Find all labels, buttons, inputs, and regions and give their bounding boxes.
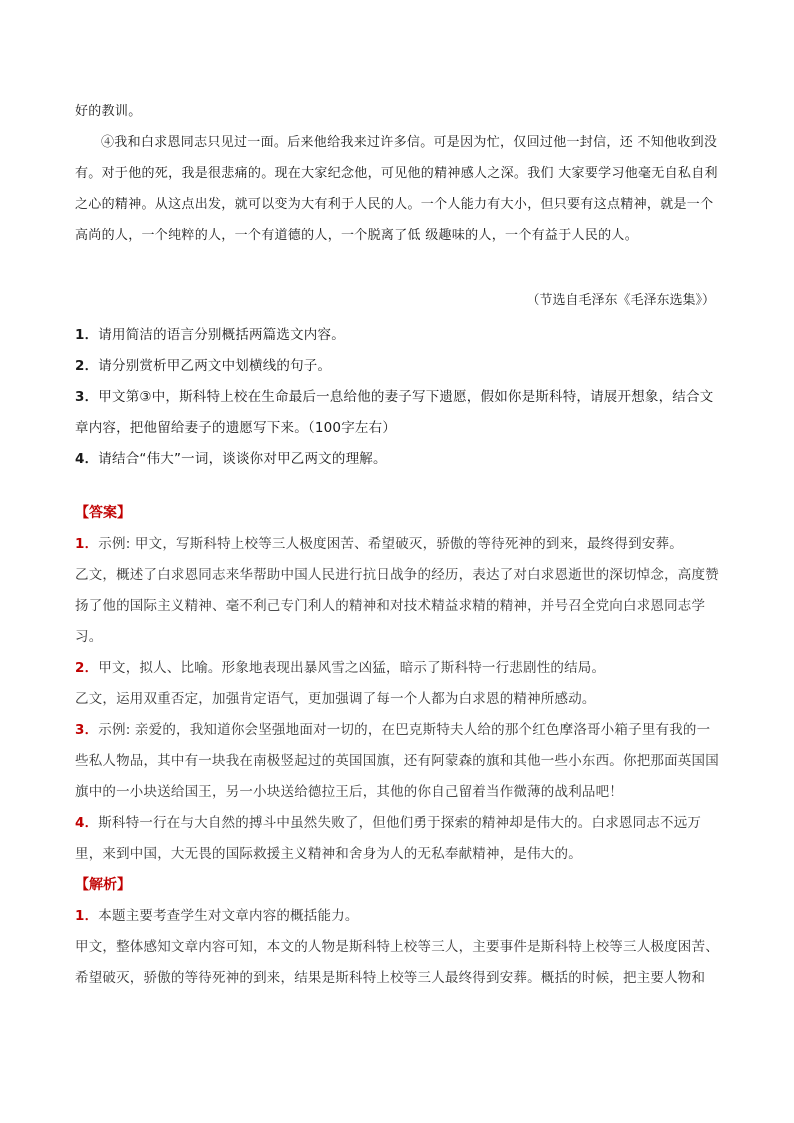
answer-item: 1．示例: 甲文，写斯科特上校等三人极度困苦、希望破灭，骄傲的等待死神的到来，最终得到安葬。 — [75, 536, 683, 552]
analysis-item: 1．本题主要考查学生对文章内容的概括能力。 — [75, 908, 359, 924]
answer-item: 2．甲文，拟人、比喻。形象地表现出暴风雪之凶猛，暗示了斯科特一行悲剧性的结局。 — [75, 660, 606, 676]
question-item: 1．请用简洁的语言分别概括两篇选文内容。 — [75, 327, 345, 343]
passage-source: （节选自毛泽东《毛泽东选集》） — [526, 293, 715, 308]
answer-item: 3．示例: 亲爱的，我知道你会坚强地面对一切的，在巴克斯特夫人给的那个红色摩洛哥小箱子里有我的一些私人物品，其中有一块我在南极竖起过的英国国旗，还有阿蒙森的旗和其他一些小东西。你把那面英国国旗中的一小块送给国王，另一小块送给德拉王后，其他的你自己留着当作微薄的战利品吧！ — [75, 722, 719, 800]
analysis-header: 【解析】 — [75, 877, 131, 893]
passage-section — [75, 96, 721, 251]
answer-item: 4．斯科特一行在与大自然的搏斗中虽然失败了，但他们勇于探索的精神却是伟大的。白求恩同志不远万里，来到中国，大无畏的国际救援主义精神和舍身为人的无私奉献精神，是伟大的。 — [75, 815, 702, 862]
answer-item: 乙文，运用双重否定，加强肯定语气，更加强调了每一个人都为白求恩的精神所感动。 — [75, 691, 596, 707]
questions-section — [75, 320, 721, 475]
answer-header: 【答案】 — [75, 505, 131, 521]
question-item: 4．请结合“伟大”一词，谈谈你对甲乙两文的理解。 — [75, 451, 387, 467]
passage-paragraph-4: ④我和白求恩同志只见过一面。后来他给我来过许多信。可是因为忙，仅回过他一封信，还 不知他收到没有。对于他的死，我是很悲痛的。现在大家纪念他，可见他的精神感人之深。我们 大家要学习他毫无自私自利之心的精神。从这点出发，就可以变为大有利于人民的人。一个人能力有大小，但只要有这点精神，就是一个高尚的人，一个纯粹的人，一个有道德的人，一个脱离了低 级趣味的人，一个有益于人民的人。 — [75, 135, 718, 243]
passage-line: 好的教训。 — [75, 104, 142, 119]
answer-item: 乙文，概述了白求恩同志来华帮助中国人民进行抗日战争的经历，表达了对白求恩逝世的深切悼念，高度赞扬了他的国际主义精神、毫不利己专门利人的精神和对技术精益求精的精神，并号召全党向白求恩同志学习。 — [75, 567, 719, 645]
answer-section — [75, 498, 721, 994]
question-item: 3．甲文第③中，斯科特上校在生命最后一息给他的妻子写下遗愿，假如你是斯科特，请展开想象，结合文章内容，把他留给妻子的遗愿写下来。（100字左右） — [75, 389, 714, 436]
analysis-item: 甲文，整体感知文章内容可知，本文的人物是斯科特上校等三人，主要事件是斯科特上校等三人极度困苦、希望破灭，骄傲的等待死神的到来，结果是斯科特上校等三人最终得到安葬。概括的时候，把主要人物和 — [75, 939, 719, 986]
question-item: 2．请分别赏析甲乙两文中划横线的句子。 — [75, 358, 332, 374]
